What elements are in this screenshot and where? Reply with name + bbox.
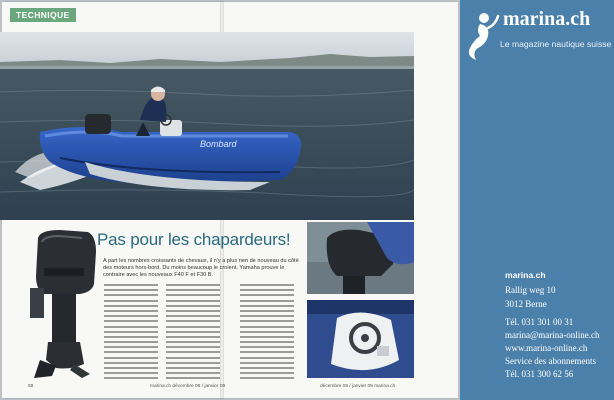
left-folio: marina.ch décembre 08 / janvier 09 xyxy=(150,384,226,389)
contact-street: Rallig weg 10 xyxy=(505,285,556,295)
rib-boat-photo xyxy=(0,32,414,220)
body-column-4 xyxy=(296,284,302,380)
body-column-2 xyxy=(166,284,220,380)
contact-website[interactable]: www.marina-online.ch xyxy=(505,343,588,353)
article-title: Pas pour les chapardeurs! xyxy=(97,230,291,249)
body-column-3 xyxy=(240,284,294,380)
hero-photo xyxy=(0,32,414,220)
section-tag: TECHNIQUE xyxy=(10,8,76,22)
hull-brand-text: Bombard xyxy=(200,139,237,149)
body-column-1 xyxy=(104,284,158,380)
subscription-service: Service des abonnements xyxy=(505,356,596,366)
contact-city: 3012 Berne xyxy=(505,299,547,309)
page-number: 68 xyxy=(28,384,34,389)
console-photo xyxy=(307,300,414,378)
brand-name: marina.ch xyxy=(503,8,591,30)
outboard-motor-image xyxy=(30,228,102,384)
motor-closeup-photo xyxy=(307,222,414,294)
contact-name: marina.ch xyxy=(505,270,546,280)
contact-email[interactable]: marina@marina-online.ch xyxy=(505,330,600,340)
contact-phone: Tél. 031 301 00 31 xyxy=(505,317,574,327)
right-folio: décembre 08 / janvier 09 marina.ch xyxy=(320,384,396,389)
brand-tagline: Le magazine nautique suisse xyxy=(500,39,612,49)
article-lead: A part les nombres croissants de chevaux, il n'y a plus rien de nouveau du côté des moteurs hors-bord. Du moins beaucoup le croient. Yamaha prouve le contraire avec les nouveaux F40 F et F30 B. xyxy=(103,258,299,278)
subscription-phone: Tél. 031 300 62 56 xyxy=(505,369,574,379)
mermaid-logo-icon xyxy=(462,10,502,62)
